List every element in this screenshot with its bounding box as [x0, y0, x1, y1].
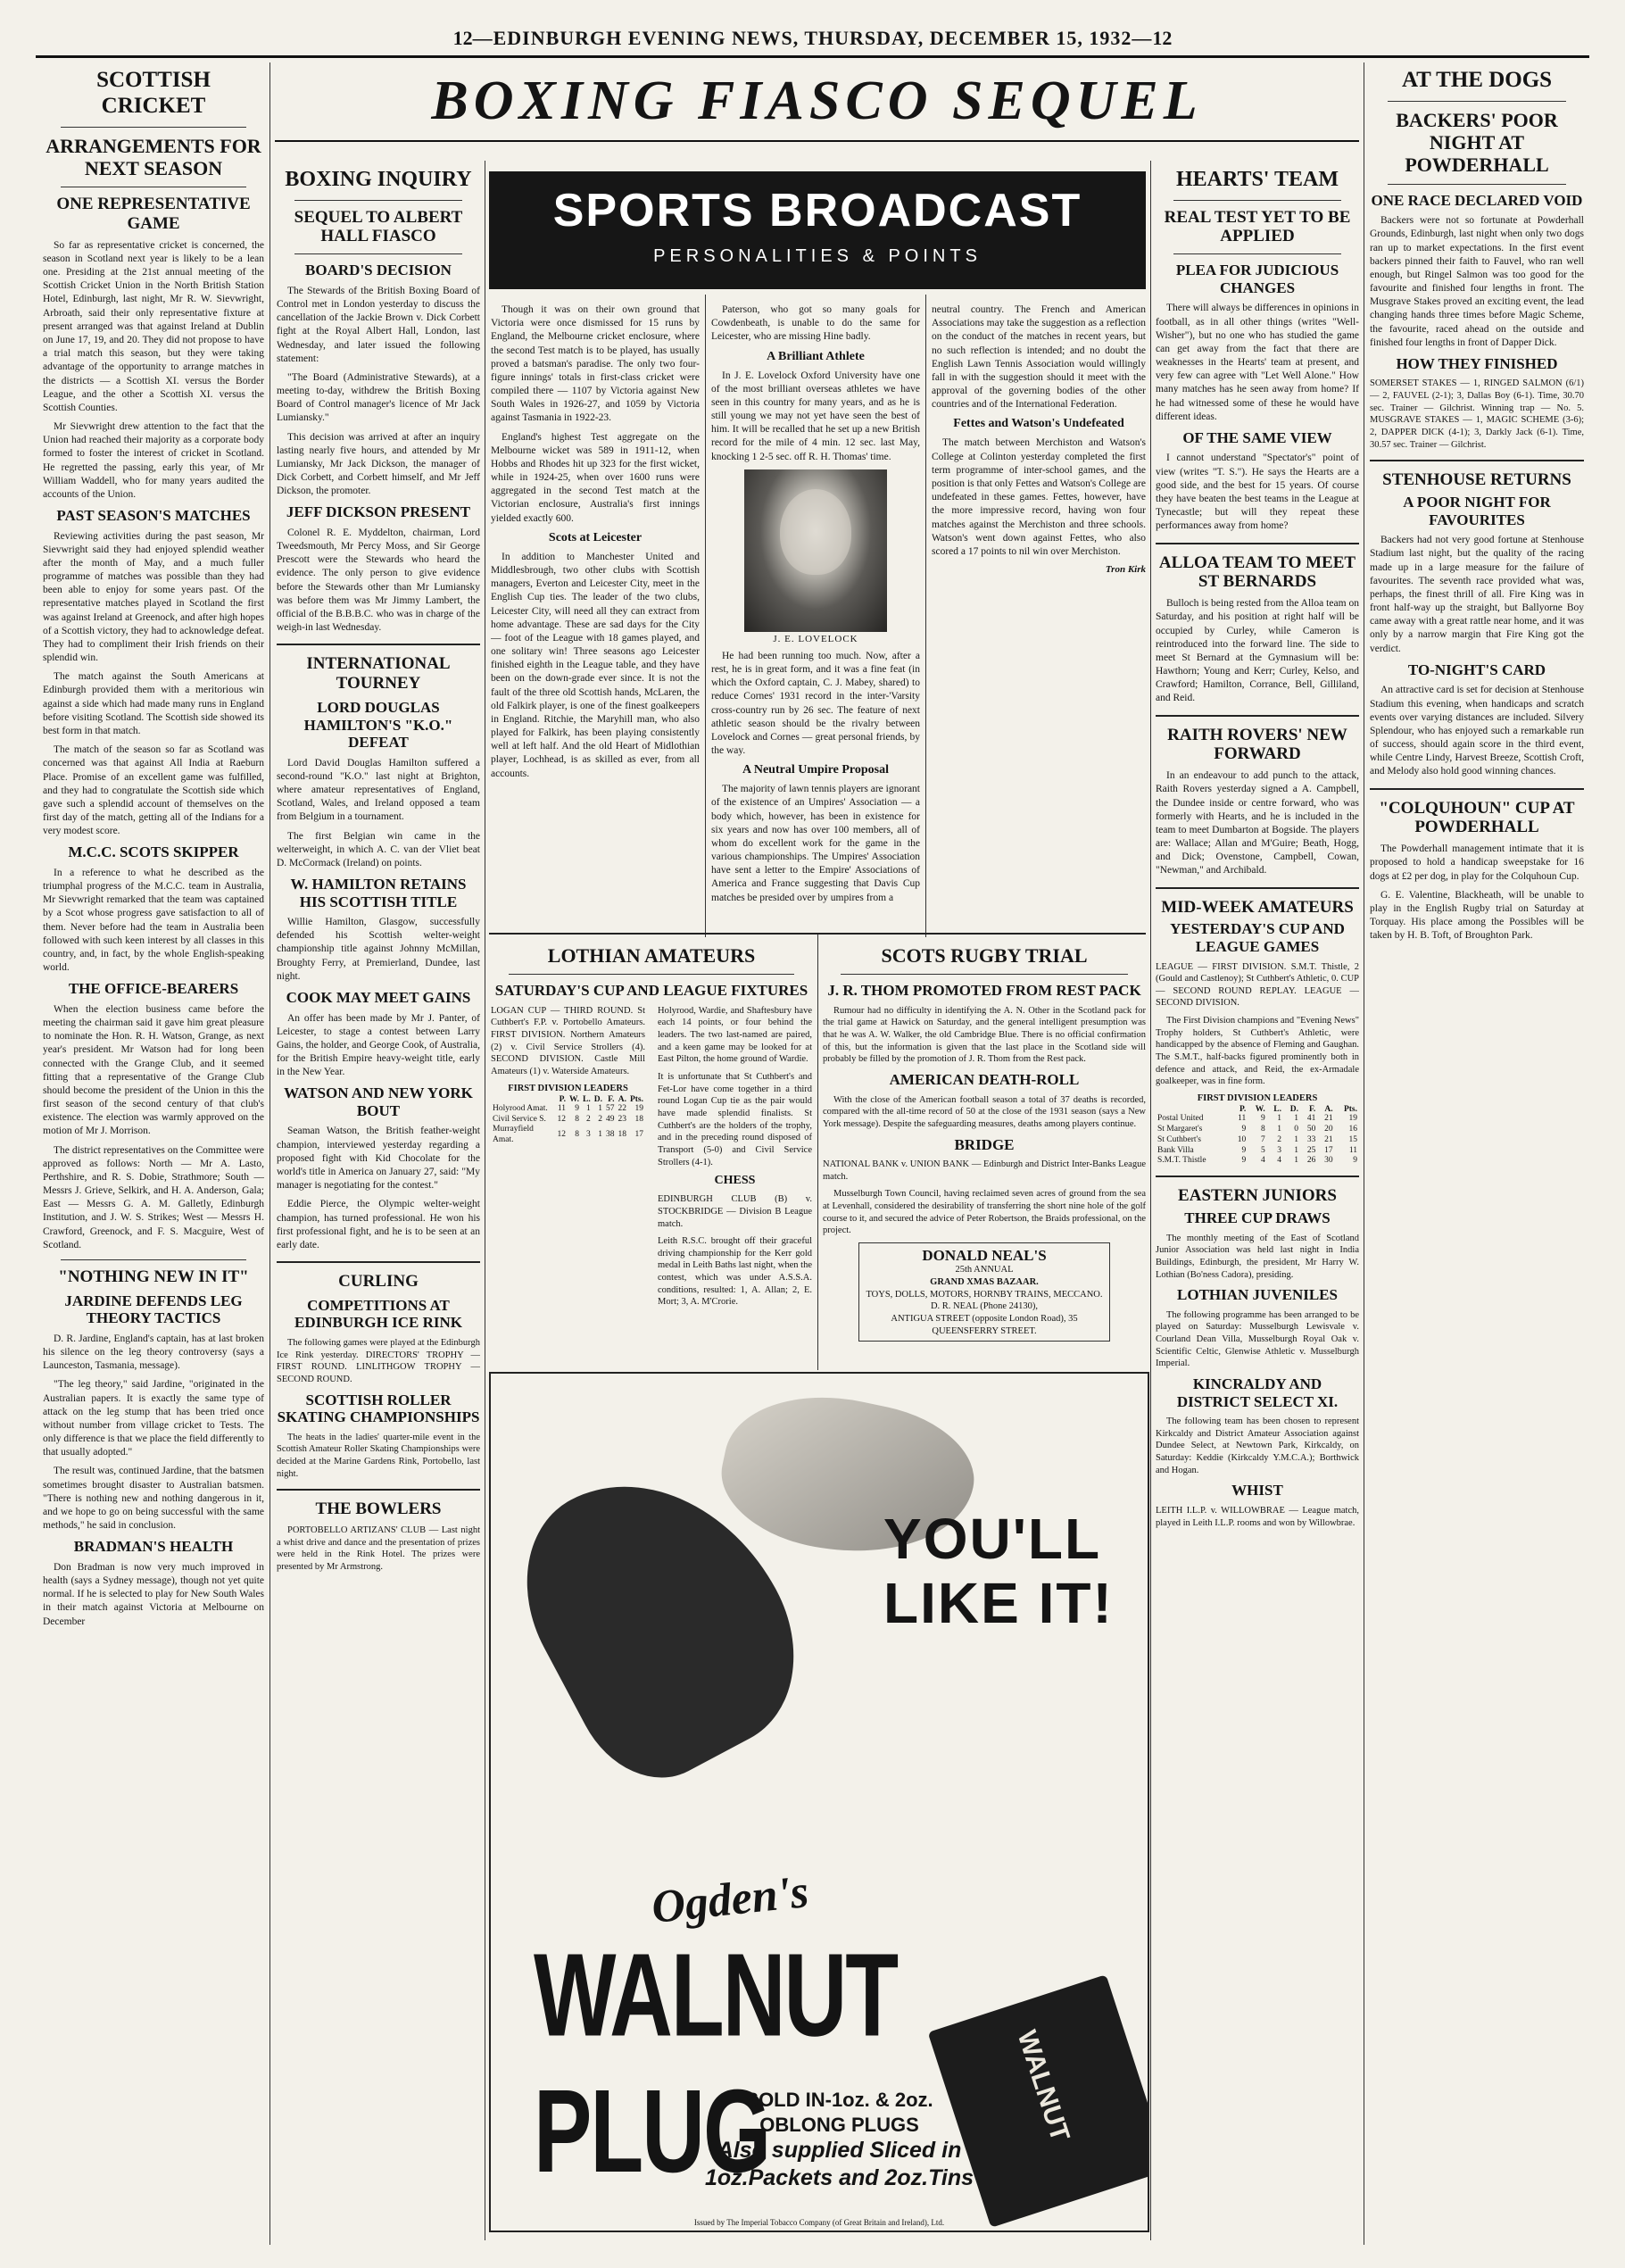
- article-paragraph: The match between Merchiston and Watson's College at Colinton yesterday completed the first term programme of inter-school games, and the position is that only Fettes and Watson's College are undefeated in these games. Fettes, however, have the more impressive record, having won four matches against the Merchiston and three schools. Watson's went down against Fettes, who also scored a 17 points to nil win over Merchiston.: [932, 437, 1146, 557]
- slogan-line: YOU'LL: [883, 1507, 1102, 1571]
- table-cell: 17: [634, 1130, 643, 1140]
- table-cell: 1: [1277, 1124, 1281, 1134]
- photo-caption: J. E. LOVELOCK: [773, 633, 858, 644]
- article-subtitle: YESTERDAY'S CUP AND LEAGUE GAMES: [1170, 920, 1345, 956]
- article-paragraph: Willie Hamilton, Glasgow, successfully defended his Scottish welter-weight championship title against Johnny McMillan, Broughty Ferry, at Premierland, Dundee, last night.: [277, 917, 480, 982]
- bazaar-advert: [858, 1242, 1110, 1342]
- table-cell: 25: [1306, 1145, 1316, 1155]
- table-cell: 18: [634, 1114, 643, 1124]
- article-paragraph: This decision was arrived at after an inquiry lasting nearly five hours, and attended by Mr Lumiansky, Mr Jack Dickson, the manager of Dick Corbett, and Corbett himself, and Mr Jeff Dickson, the promoter.: [277, 431, 480, 497]
- article-paragraph: Backers had not very good fortune at Stenhouse Stadium last night, but the quality of the racing made up in a large measure for the failure of favourites. The seventh race provided what was, perhaps, the finest thrill of all. Fire King was in front half-way up the straight, but Ballyorne Boy came away with a great rattle near home, and it was only by a narrow margin that Fire King got the verdict.: [1370, 535, 1584, 654]
- section-heading: PAST SEASON'S MATCHES: [56, 507, 251, 525]
- article-title: ALLOA TEAM TO MEET ST BERNARDS: [1158, 552, 1356, 592]
- article-subtitle: SEQUEL TO ALBERT HALL FIASCO: [294, 207, 463, 246]
- table-header-cell: L.: [582, 1094, 591, 1104]
- table-cell: 0: [1294, 1124, 1298, 1134]
- section-heading: THE OFFICE-BEARERS: [68, 980, 239, 998]
- article-paragraph: The heats in the ladies' quarter-mile event in the Scottish Amateur Roller Skating Championships were decided at the Marine Gardens Rink, Portobello, last night.: [277, 1432, 480, 1479]
- table-cell: 9: [1353, 1156, 1357, 1166]
- table-cell: 57: [605, 1103, 615, 1113]
- article-paragraph: D. R. Jardine, England's captain, has at last broken his silence on the leg theory controversy (says a Launceston, Tasmania, message).: [43, 1333, 264, 1372]
- table-header-cell: Pts.: [1343, 1104, 1357, 1114]
- table-header-cell: D.: [593, 1094, 602, 1104]
- article-title: MID-WEEK AMATEURS: [1161, 897, 1354, 917]
- table-header-cell: L.: [1273, 1104, 1281, 1114]
- article-subtitle: ONE REPRESENTATIVE GAME: [56, 195, 251, 233]
- table-cell: 38: [605, 1130, 615, 1140]
- column-hearts-team: [1156, 161, 1359, 2240]
- column-scottish-cricket: [43, 59, 264, 2255]
- table-cell: 21: [1324, 1113, 1333, 1123]
- table-cell: 33: [1306, 1134, 1316, 1144]
- table-cell: 9: [1261, 1113, 1265, 1123]
- article-paragraph: It is unfortunate that St Cuthbert's and Fet-Lor have come together in a third round Logan Cup tie as the pair would have made splendid finalists. St Cuthbert's are the holders of the trophy, and in the preceding round disposed of Transport (5-0) and Civil Service Strollers (4-1).: [658, 1072, 812, 1167]
- table-header-cell: W.: [568, 1094, 579, 1104]
- advert-slogan: [883, 1508, 1114, 1635]
- article-paragraph: The Powderhall management intimate that it is proposed to hold a handicap sweepstake for 16 dogs at £2 per dog, in play for the Colquhoun Cup.: [1370, 843, 1584, 882]
- section-heading: CHESS: [714, 1174, 756, 1188]
- article-paragraph: G. E. Valentine, Blackheath, will be unable to play in the English Rugby trial on Saturday at Torquay. His place among the Possibles will be taken by H. B. Toft, of Broughton Park.: [1370, 889, 1584, 942]
- article-subtitle: JARDINE DEFENDS LEG THEORY TACTICS: [64, 1292, 243, 1327]
- masthead-text: —EDINBURGH EVENING NEWS, THURSDAY, DECEMBER 15, 1932—: [472, 27, 1153, 49]
- article-paragraph: The Stewards of the British Boxing Board of Control met in London yesterday to discuss the cancellation of the Jackie Brown v. Dick Corbett fight at the Royal Albert Hall, London, last Wednesday, and later issued the following statement:: [277, 285, 480, 364]
- section-heading: KINCRALDY AND DISTRICT SELECT XI.: [1176, 1375, 1339, 1410]
- table-cell: 49: [605, 1114, 615, 1124]
- table-cell: 19: [1348, 1113, 1357, 1123]
- table-cell: 10: [1237, 1134, 1247, 1144]
- column-boxing-inquiry: [277, 161, 480, 2240]
- table-row: [1156, 1156, 1359, 1167]
- article-paragraph: With the close of the American football season a total of 37 deaths is recorded, compared with the all-time record of 50 at the close of the 1931 season (says a New York message). Despite the safeguarding measures, deaths among players continue.: [823, 1094, 1146, 1129]
- section-heading: A Neutral Umpire Proposal: [742, 763, 889, 777]
- table-header-cell: A.: [1324, 1104, 1333, 1114]
- article-paragraph: Leith R.S.C. brought off their graceful driving championship for the Kerr gold medal in Leith Baths last night, when the contest, which was under A.S.S.A. conditions, resulted: 1, A. Allan; 2, E. Mort; 3, A. M'Crorie.: [658, 1236, 812, 1308]
- column-at-the-dogs: [1370, 59, 1584, 2255]
- article-title: "COLQUHOUN" CUP AT POWDERHALL: [1379, 798, 1575, 837]
- article-paragraph: Paterson, who got so many goals for Cowdenbeath, is unable to do the same for Leicester, who are missing Hine badly.: [711, 304, 920, 343]
- article-paragraph: The match against the South Americans at Edinburgh provided them with a meritorious win against a side which had made many runs in England before visiting Scotland. The Scottish side showed its best form in that match.: [43, 671, 264, 736]
- table-cell: 2: [585, 1114, 591, 1124]
- article-paragraph: When the election business came before the meeting the chairman said it gave him great pleasure to nominate the Hon. R. H. Watson, Grange, as next year's president. Mr Watson had for long been connected with the Grange Club, and it seemed fitting that a representative of the Grange Club should become the president of the Union in this the first season of the second century of that club's existence. The election was warmly approved on the motion of Mr J. Morrison.: [43, 1003, 264, 1137]
- article-subtitle: SATURDAY'S CUP AND LEAGUE FIXTURES: [494, 982, 808, 1000]
- article-title: INTERNATIONAL TOURNEY: [306, 654, 451, 694]
- section-heading: Scots at Leicester: [548, 530, 643, 544]
- article-paragraph: An attractive card is set for decision at Stenhouse Stadium this evening, when handicaps and scratch events over varying distances are included. Silvery Splendour, who has enjoyed such a remarkable run of success, should again score in the third event, while Centre Lindy, Harvest Breeze, Scottish Croft, and Melody also hold good winning chances.: [1370, 685, 1584, 777]
- table-cell: 1: [1277, 1113, 1281, 1123]
- table-header-row: [491, 1095, 645, 1104]
- article-title: BOXING INQUIRY: [285, 168, 472, 191]
- walnut-plug-advert: [489, 1372, 1149, 2232]
- table-cell: Murrayfield Amat.: [493, 1125, 534, 1145]
- article-paragraph: In a reference to what he described as the triumphal progress of the M.C.C. team in Australia, Mr Sievwright remarked that the team was captained by a Scot whose progress gave satisfaction to all of them. Never before had the team in Australia been followed with such keen interest by all classes in this country, and, in fact, by the whole English-speaking world.: [43, 867, 264, 974]
- table-cell: 30: [1324, 1156, 1333, 1166]
- table-row: [1156, 1146, 1359, 1157]
- article-paragraph: Eddie Pierce, the Olympic welter-weight champion, has turned professional. He won his first professional fight, and he is to be seen at an early date.: [277, 1199, 480, 1250]
- table-cell: 3: [1277, 1145, 1281, 1155]
- article-paragraph: The majority of lawn tennis players are ignorant of the existence of an Umpires' Association — a body which, however, has been in existence for six years and now has over 100 members, all of whom do excellent work for the game in the various championships. The Umpires' Association have sent a letter to the Empire' Associations of America and France suggesting that Davis Cup matches be presided over by umpires from a: [711, 784, 920, 903]
- table-header-cell: Pts.: [629, 1094, 643, 1104]
- article-paragraph: Musselburgh Town Council, having reclaimed seven acres of ground from the sea at Levenhall, considered the desirability of transferring the short nine hole of the golf course to it, and secured the advice of Peter Robertson, the Braids professional, on the project.: [823, 1189, 1146, 1236]
- sold-line: SOLD IN-1oz. & 2oz.: [745, 2089, 933, 2111]
- article-paragraph: Reviewing activities during the past season, Mr Sievwright said they had enjoyed splendid weather after the month of May, and a much fuller programme of matches was possible than they had been able to enjoy for some years past. Of the representative matches played in Scotland the first was against Ireland at Greenock, and after high hopes of a Scottish victory, they had to acknowledge defeat. They had to compliment their Irish friends on their splendid win.: [43, 530, 264, 664]
- table-cell: 7: [1261, 1134, 1265, 1144]
- table-header-cell: A.: [618, 1094, 626, 1104]
- table-cell: 19: [634, 1103, 643, 1113]
- table-cell: 41: [1306, 1113, 1316, 1123]
- table-cell: St Cuthbert's: [1157, 1134, 1201, 1144]
- table-header-cell: F.: [1309, 1104, 1316, 1114]
- article-paragraph: "The Board (Administrative Stewards), at a meeting to-day, withdrew the British Boxing Board of Control manager's licence of Mr Jack Lumiansky.": [277, 371, 480, 424]
- table-header-cell: D.: [1289, 1104, 1298, 1114]
- column-rule: [269, 62, 270, 2245]
- article-title: CURLING: [338, 1272, 419, 1292]
- article-paragraph: Though it was on their own ground that Victoria were once dismissed for 15 runs by England, the Melbourne cricket enclosure, where the second Test match is to be played, has usually proved a batsman's paradise. The only two four-figure innings' totals in first-class cricket were compiled there — 1107 by Victoria against New South Wales in 1926-27, and 1059 by Victoria against Tasmania in 1922-23.: [491, 304, 700, 424]
- article-title: SCOTTISH CRICKET: [96, 68, 211, 118]
- table-row: [491, 1115, 645, 1126]
- article-paragraph: EDINBURGH CLUB (B) v. STOCKBRIDGE — Division B League match.: [658, 1194, 812, 1229]
- table-cell: Holyrood Amat.: [493, 1103, 548, 1113]
- table-header-cell: F.: [608, 1094, 615, 1104]
- table-cell: 11: [557, 1103, 566, 1113]
- article-paragraph: The following team has been chosen to represent Kirkcaldy and District Amateur Association against Dundee Select, at Newtown Park, Kirkcaldy, on Saturday: Keddie (Kirkcaldy Y.M.C.A.); Borthwick and Hogan.: [1156, 1416, 1359, 1475]
- table-cell: S.M.T. Thistle: [1157, 1156, 1206, 1166]
- advert-line: TOYS, DOLLS, MOTORS, HORNBY TRAINS, MECCANO.: [866, 1289, 1103, 1300]
- table-cell: 11: [1348, 1145, 1357, 1155]
- article-title: RAITH ROVERS' NEW FORWARD: [1167, 725, 1347, 764]
- slogan-line: LIKE IT!: [883, 1570, 1114, 1635]
- section-heading: A Brilliant Athlete: [767, 349, 865, 363]
- lovelock-photo: [744, 469, 887, 632]
- masthead: [36, 27, 1589, 58]
- article-title: STENHOUSE RETURNS: [1382, 470, 1571, 490]
- table-row: [1156, 1114, 1359, 1125]
- table-row: [1156, 1135, 1359, 1146]
- table-cell: 1: [1294, 1134, 1298, 1144]
- table-row: [491, 1104, 645, 1115]
- table-cell: 1: [585, 1103, 591, 1113]
- table-cell: 1: [598, 1130, 602, 1140]
- table-row: [1156, 1125, 1359, 1135]
- article-subtitle: BACKERS' POOR NIGHT AT POWDERHALL: [1396, 108, 1558, 177]
- article-paragraph: LEITH I.L.P. v. WILLOWBRAE — League match, played in Leith I.L.P. rooms and won by Willowbrae.: [1156, 1505, 1359, 1528]
- article-subtitle: A POOR NIGHT FOR FAVOURITES: [1403, 494, 1551, 528]
- article-paragraph: PORTOBELLO ARTIZANS' CLUB — Last night a whist drive and dance and the presentation of prizes were held in the Rink Hotel. The prizes were presented by Mr Armstrong.: [277, 1525, 480, 1572]
- table-cell: 11: [1238, 1113, 1247, 1123]
- banner-title: SPORTS BROADCAST: [552, 185, 1082, 237]
- advert-line: GRAND XMAS BAZAAR.: [930, 1277, 1039, 1288]
- table-caption: FIRST DIVISION LEADERS: [508, 1083, 628, 1093]
- article-title: EASTERN JUNIORS: [1178, 1186, 1337, 1206]
- article-paragraph: There will always be differences in opinions in football, as in all other things (writes "Well-Wisher"), but no one who has studied the game can get away from the fact that there are weaknesses in the Hearts' team at present, and very few can agree with "Let Well Alone." How many matches has he seen away from home? If he had witnessed some of these he would have different ideas.: [1156, 303, 1359, 422]
- section-heading: M.C.C. SCOTS SKIPPER: [68, 843, 239, 861]
- article-paragraph: Bulloch is being rested from the Alloa team on Saturday, and his position at right half will be occupied by Curley, while Cameron is reintroduced into the forward line. The side to meet St Bernard at the Gymnasium will be: Hawthorn; Young and Kerr; Curley, Kelso, and Crawford; Hamilton, Corrance, Bell, Gilliland, and Reid.: [1156, 598, 1359, 704]
- league-table: [1156, 1105, 1359, 1167]
- article-paragraph: The match of the season so far as Scotland was concerned was that against All India at Raeburn Place. Promise of an excellent game was fulfilled, and they had to congratulate the Scottish side which gave such a splendid account of themselves on the first day of the match, getting all of the Indians for a very modest score.: [43, 744, 264, 837]
- table-cell: 22: [618, 1103, 626, 1113]
- section-heading: JEFF DICKSON PRESENT: [286, 503, 471, 521]
- column-lothian-amateurs: [491, 937, 812, 1369]
- table-cell: 18: [618, 1130, 626, 1140]
- table-cell: 1: [1294, 1113, 1298, 1123]
- table-cell: 9: [1241, 1156, 1247, 1166]
- table-cell: 12: [557, 1130, 566, 1140]
- advert-product: WALNUT PLUG: [534, 1928, 898, 2197]
- section-heading: WHIST: [1231, 1482, 1283, 1500]
- section-heading: W. HAMILTON RETAINS HIS SCOTTISH TITLE: [290, 876, 467, 910]
- column-scots-rugby: [823, 937, 1146, 1369]
- column-broadcast-2: [711, 298, 920, 932]
- article-title: LOTHIAN AMATEURS: [547, 944, 756, 967]
- table-cell: 21: [1324, 1134, 1333, 1144]
- section-heading: BRADMAN'S HEALTH: [73, 1538, 234, 1556]
- article-paragraph: Don Bradman is now very much improved in health (says a Sydney message), though not yet quite normal. If he is selected to play for New South Wales in their match against Victoria at Melbourne on December: [43, 1561, 264, 1627]
- column-rule: [1150, 161, 1151, 2240]
- article-subtitle: REAL TEST YET TO BE APPLIED: [1164, 207, 1351, 246]
- section-heading: HOW THEY FINISHED: [1396, 354, 1558, 372]
- article-subtitle: COMPETITIONS AT EDINBURGH ICE RINK: [294, 1296, 462, 1332]
- sold-line: 1oz.Packets and 2oz.Tins: [705, 2165, 974, 2191]
- article-paragraph: Holyrood, Wardie, and Shaftesbury have each 14 points, or four behind the leaders. The two last-named are paired, and a keen game may be looked for at East Pilton, the home ground of Wardie.: [658, 1005, 812, 1065]
- section-heading: OF THE SAME VIEW: [1182, 428, 1332, 446]
- table-cell: 8: [575, 1130, 579, 1140]
- table-cell: 5: [1261, 1145, 1265, 1155]
- article-paragraph: The First Division champions and "Evening News" Trophy holders, St Cuthbert's Athletic, were handicapped by the absence of Fleming and Gaughan. The S.M.T., half-backs figured prominently both in defence and attack, and Reid, the ex-Armadale goalkeeper, was in fine form.: [1156, 1016, 1359, 1087]
- article-paragraph: I cannot understand "Spectator's" point of view (writes "T. S."). He says the Hearts are a good side, and the best for 15 years. Of course they have beaten the best teams in the League at Tynecastle; but will they repeat these performances away from home?: [1156, 453, 1359, 532]
- table-cell: 1: [1294, 1145, 1298, 1155]
- advert-line: D. R. NEAL (Phone 24130),: [930, 1301, 1039, 1312]
- article-paragraph: In J. E. Lovelock Oxford University have one of the most brilliant overseas athletes we have seen in this country for many years, and as he is still young we may not yet have seen the best of him. It will be recalled that he set up a new British record for the mile of 4 min. 12 sec. last May, knocking 1 2-5 sec. off R. H. Thomas' time.: [711, 370, 920, 462]
- table-header-cell: [1156, 1105, 1231, 1114]
- table-cell: 23: [618, 1114, 626, 1124]
- column-broadcast-3: [932, 298, 1146, 932]
- table-caption: FIRST DIVISION LEADERS: [1197, 1092, 1318, 1103]
- article-paragraph: Lord David Douglas Hamilton suffered a second-round "K.O." last night at Brighton, where amateur representatives of England, Scotland, Wales, and Ireland opposed a team from Belgium in a tournament.: [277, 757, 480, 823]
- article-subtitle: THREE CUP DRAWS: [1184, 1209, 1331, 1227]
- sports-broadcast-banner: [489, 171, 1146, 289]
- section-heading: SCOTTISH ROLLER SKATING CHAMPIONSHIPS: [277, 1391, 480, 1426]
- article-paragraph: NATIONAL BANK v. UNION BANK — Edinburgh and District Inter-Banks League match.: [823, 1159, 1146, 1182]
- article-paragraph: So far as representative cricket is concerned, the season in Scotland next year is likely to be a lean one. Presiding at the 21st annual meeting of the Scottish Cricket Union in the North British Station Hotel, Edinburgh, last night, Mr R. W. Sievwright, Arbroath, said their only representative fixture at present arranged was that against Ireland at Dublin on June 17, 19, and 20. They did not propose to have a trial match this season, but they were taking advantage of the opportunity to arrange matches in the districts — a Scottish XI. versus the Border League, and the other a Scottish XI. versus the Scottish Counties.: [43, 239, 264, 413]
- table-cell: 9: [1241, 1145, 1247, 1155]
- article-paragraph: He had been running too much. Now, after a rest, he is in great form, and it was a fine feat (in which the Oxford captain, C. J. Mabey, shared) to reduce Cornes' 1931 record in the inter-'Varsity cross-country run by 26 sec. The feature of next athletic season should be the rivalry between Lovelock and Cornes — great personal friends, by the way.: [711, 650, 920, 757]
- table-cell: 15: [1348, 1134, 1357, 1144]
- article-paragraph: Mr Sievwright drew attention to the fact that the Union had reached their majority as a corporate body formed to foster the interest of cricket in Scotland. He regretted the passing, early this year, of Mr William Waddell, who for many years audited the accounts of the Union.: [43, 421, 264, 500]
- league-table: [491, 1095, 645, 1147]
- article-title: "NOTHING NEW IN IT": [58, 1267, 249, 1286]
- article-subtitle: BOARD'S DECISION: [305, 262, 452, 279]
- article-subtitle: LORD DOUGLAS HAMILTON'S "K.O." DEFEAT: [303, 699, 453, 752]
- article-subtitle: ONE RACE DECLARED VOID: [1371, 191, 1583, 209]
- article-paragraph: The following games were played at the Edinburgh Ice Rink yesterday. DIRECTORS' TROPHY — FIRST ROUND. LINLITHGOW TROPHY — SECOND ROUND.: [277, 1337, 480, 1384]
- table-cell: 9: [575, 1103, 579, 1113]
- table-cell: 3: [585, 1130, 591, 1140]
- article-paragraph: The district representatives on the Committee were approved as follows: North — Mr A. Lasto, Perthshire, and R. S. Dobie, Strathmore; South — Messrs J. Grieve, Selkirk, and H. A. Anderson, Gala; East — Messrs G. A. M. Galletly, Edinburgh Institution, and J. W. S. Strikes; West — Messrs H. Crawford, Greenock, and F. S. Macguire, West of Scotland.: [43, 1144, 264, 1250]
- article-title: SCOTS RUGBY TRIAL: [881, 944, 1088, 967]
- advert-name: DONALD NEAL'S: [922, 1246, 1047, 1264]
- page-number-right: 12: [1152, 27, 1173, 49]
- table-cell: St Margaret's: [1157, 1124, 1203, 1134]
- table-cell: Postal United: [1157, 1113, 1204, 1123]
- table-cell: Civil Service S.: [493, 1114, 546, 1124]
- article-title: AT THE DOGS: [1401, 68, 1553, 92]
- section-heading: Fettes and Watson's Undefeated: [953, 417, 1124, 431]
- article-paragraph: The result was, continued Jardine, that the batsmen sometimes brought disaster to Australian batsmen. "There is nothing new and nothing dangerous in it, and we hope to go on being successful with the same methods," he said in conclusion.: [43, 1466, 264, 1532]
- article-paragraph: LEAGUE — FIRST DIVISION. S.M.T. Thistle, 2 (Gould and Castlenoy); St Cuthbert's Athletic, 0. CUP — SECOND ROUND REPLAY. LEAGUE — SECOND DIVISION.: [1156, 961, 1359, 1009]
- article-paragraph: Rumour had no difficulty in identifying the A. N. Other in the Scotland pack for the trial game at Hawick on Saturday, and the general intelligent presumption was that he was A. W. Walker, the old Cambridge Blue. There is no official confirmation of this, but the information is given that the last place in the Scotland side will probably be filled by the promotion of J. R. Thom from the Rest pack.: [823, 1005, 1146, 1065]
- column-rule: [925, 295, 926, 937]
- article-subtitle: ARRANGEMENTS FOR NEXT SEASON: [46, 134, 261, 179]
- table-row: [491, 1125, 645, 1146]
- table-cell: 8: [1261, 1124, 1265, 1134]
- table-cell: 12: [557, 1114, 566, 1124]
- byline: Tron Kirk: [1105, 564, 1146, 576]
- table-cell: 26: [1306, 1156, 1316, 1166]
- section-heading: LOTHIAN JUVENILES: [1177, 1286, 1338, 1304]
- table-cell: 17: [1324, 1145, 1333, 1155]
- article-paragraph: "The leg theory," said Jardine, "originated in the Australian papers. It is exactly the same type of attack on the leg stump that has been tried once without number from village cricket to Tests. The only difference is that we place the field differently to that usually adopted.": [43, 1379, 264, 1458]
- article-paragraph: An offer has been made by Mr J. Panter, of Leicester, to stage a contest between Larry Gains, the holder, and George Cook, of Australia, for the British Empire heavy-weight title, early in the New Year.: [277, 1012, 480, 1078]
- table-cell: 4: [1277, 1156, 1281, 1166]
- table-header-cell: [491, 1095, 555, 1104]
- sold-line: OBLONG PLUGS: [759, 2113, 919, 2136]
- section-heading: COOK MAY MEET GAINS: [286, 988, 471, 1006]
- table-cell: 16: [1348, 1124, 1357, 1134]
- advert-line: 25th ANNUAL: [955, 1265, 1014, 1275]
- article-paragraph: In addition to Manchester United and Middlesbrough, two other clubs with Scottish managers, Everton and Leicester City, meet in the English Cup ties. The leader of the two clubs, Leicester City, will need all they can extract from home advantage. These are sad days for the City — foot of the League with 18 games played, and one solitary win! Three seasons ago Leicester finished eighth in the League table, and they have been on the down-grade ever since. It is not the fault of the three old Scottish hands, McLaren, the old Falkirk player, is one of the finest goalkeepers in England. Ritchie, the Maryhill man, who also played for Falkirk, has been playing consistently well at left half. And the old Heart of Midlothian player, Lochhead, is as skilled as ever, from all accounts.: [491, 551, 700, 779]
- table-header-row: [1156, 1105, 1359, 1114]
- table-header-cell: W.: [1255, 1104, 1265, 1114]
- table-cell: 1: [1294, 1156, 1298, 1166]
- table-header-cell: P.: [1239, 1104, 1247, 1114]
- banner-subtitle: PERSONALITIES & POINTS: [653, 246, 982, 266]
- sold-line: Also supplied Sliced in: [717, 2138, 962, 2163]
- article-subtitle: J. R. THOM PROMOTED FROM REST PACK: [827, 982, 1141, 1000]
- page-number-left: 12: [452, 27, 473, 49]
- table-cell: 50: [1306, 1124, 1316, 1134]
- article-title: THE BOWLERS: [315, 1500, 442, 1519]
- article-paragraph: England's highest Test aggregate on the Melbourne wicket was 589 in 1911-12, when Hobbs and Rhodes hit up 323 for the first wicket, while in 1924-25, when over 1600 runs were aggregated in the second Test match at the Victorian enclosure, Australia's first innings yielded exactly 600.: [491, 431, 700, 524]
- table-cell: 2: [598, 1114, 602, 1124]
- table-header-cell: P.: [559, 1094, 566, 1104]
- table-cell: 4: [1261, 1156, 1265, 1166]
- table-cell: 1: [598, 1103, 602, 1113]
- article-paragraph: LOGAN CUP — THIRD ROUND. St Cuthbert's F.P. v. Portobello Amateurs. FIRST DIVISION. Northern Amateurs (2) v. Civil Service Strollers (4). SECOND DIVISION. Castle Mill Amateurs (1) v. Waterside Amateurs.: [491, 1005, 645, 1077]
- column-broadcast-1: [491, 298, 700, 932]
- column-rule: [705, 295, 706, 937]
- main-headline: BOXING FIASCO SEQUEL: [275, 70, 1359, 142]
- article-title: HEARTS' TEAM: [1175, 168, 1339, 191]
- article-paragraph: In an endeavour to add punch to the attack, Raith Rovers yesterday signed a A. Campbell, the Dundee inside or centre forward, who was formerly with Hearts, and he is included in the team to meet Dumbarton at Bogside. The players are: Wallace; Allan and M'Guire; Beath, Hogg, and Dick; Ovenstone, Campbell, Cowan, "Newman," and Archibald.: [1156, 770, 1359, 876]
- article-subtitle: PLEA FOR JUDICIOUS CHANGES: [1175, 262, 1339, 296]
- article-paragraph: The following programme has been arranged to be played on Saturday: Musselburgh Lewisvale v. Courland Dean Villa, Musselburgh Royal Oak v. Scientific Celtic, Glenwise Athletic v. Musselburgh Imperial.: [1156, 1309, 1359, 1369]
- table-cell: 20: [1324, 1124, 1333, 1134]
- article-paragraph: SOMERSET STAKES — 1, RINGED SALMON (6/1) — 2, FAUVEL (2-1); 3, Dallas Boy (6-1). Time, 30.70 sec. Trainer — Gilchrist. Winning trap — No. 5. MUSGRAVE STAKES — 1, MAGIC SCHEME (3-6); 2, DAPPER DICK (4-1); 3, Darkly Jack (6-1). Time, 30.57 sec. Trainer — Gilchrist.: [1370, 378, 1584, 450]
- section-heading: TO-NIGHT'S CARD: [1407, 660, 1546, 678]
- table-cell: 8: [575, 1114, 579, 1124]
- table-cell: 2: [1277, 1134, 1281, 1144]
- section-heading: WATSON AND NEW YORK BOUT: [284, 1084, 473, 1119]
- table-cell: 9: [1241, 1124, 1247, 1134]
- article-paragraph: neutral country. The French and American Associations may take the suggestion as a reflection on the conduct of the matches in recent years, but no such reflection is intended; and no doubt the English Lawn Tennis Association would willingly fall in with the suggestion should it meet with the approval of the governing bodies of the other countries and of the International Federation.: [932, 304, 1146, 411]
- article-paragraph: Colonel R. E. Myddelton, chairman, Lord Tweedsmouth, Mr Percy Moss, and Sir George Prescott were the Stewards who heard the evidence. The only person to give evidence before the Stewards other than Mr Lumiansky was before them was Mr Jimmy Lambert, the official of the B.B.B.C. who was in charge of the weigh-in last Wednesday.: [277, 527, 480, 634]
- article-paragraph: The monthly meeting of the East of Scotland Junior Association was held last night in India Buildings, Edinburgh, the president, Mr Harry W. Lothian (Bo'ness Cadora), presiding.: [1156, 1233, 1359, 1280]
- article-paragraph: The first Belgian win came in the welterweight, in which A. C. van der Vliet beat D. McCormack (Ireland) on points.: [277, 830, 480, 868]
- column-rule: [817, 933, 818, 1370]
- advert-fine-print: Issued by The Imperial Tobacco Company (of Great Britain and Ireland), Ltd.: [693, 2218, 945, 2227]
- table-cell: Bank Villa: [1157, 1145, 1194, 1155]
- article-paragraph: Seaman Watson, the British feather-weight champion, interviewed yesterday regarding a proposed fight with Kid Chocolate for the world's title in America on January 27, said: "My manager is negotiating for the contest.": [277, 1126, 480, 1192]
- section-heading: BRIDGE: [954, 1135, 1015, 1153]
- article-paragraph: Backers were not so fortunate at Powderhall Grounds, Edinburgh, last night when only two dogs ran up to market expectations. In the first event backers pinned their faith to Fauvel, who ran well enough, but Ringel Salmon was too good for the favourite and finished four lengths in front. The Musgrave Stakes proved an exciting event, the lead changing hands three times before Magic Scheme, the favourite, raced ahead on the outside and finished four lengths in front of Dapper Dick.: [1370, 215, 1584, 348]
- pack-label: WALNUT: [1011, 2026, 1075, 2146]
- advert-sold-info: [705, 2088, 974, 2193]
- section-heading: AMERICAN DEATH-ROLL: [889, 1071, 1080, 1089]
- advert-brand: Ogden's: [649, 1865, 811, 1934]
- advert-line: ANTIGUA STREET (opposite London Road), 35 QUEENSFERRY STREET.: [891, 1314, 1078, 1336]
